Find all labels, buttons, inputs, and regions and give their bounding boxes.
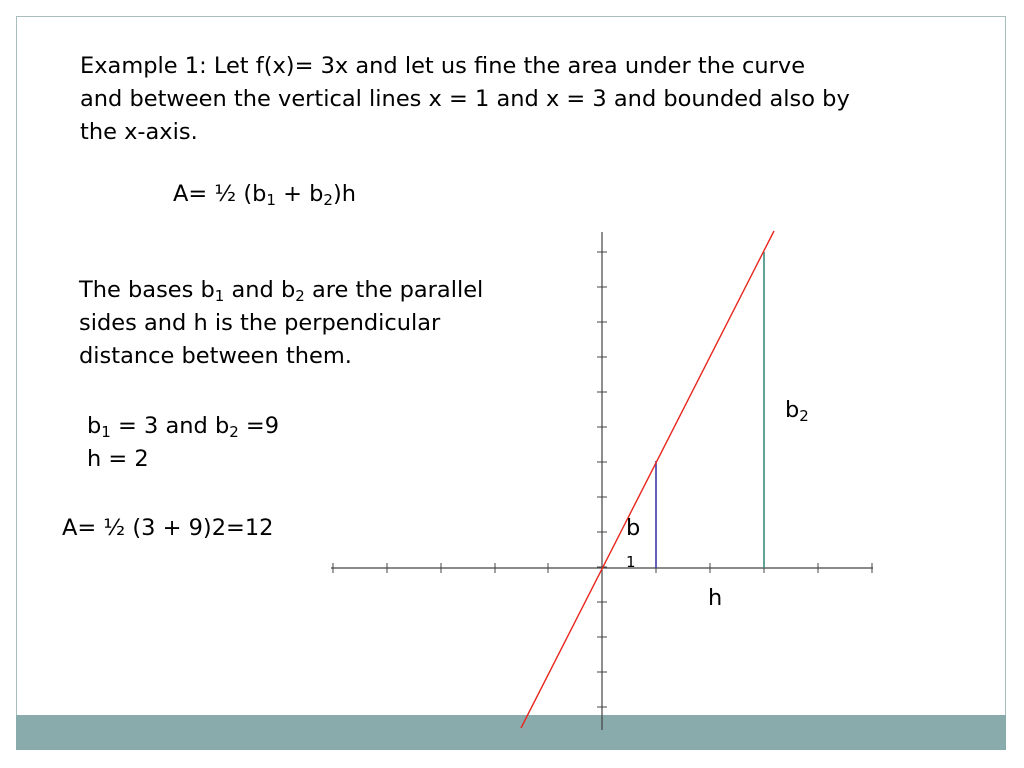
values-b-letter: b bbox=[87, 413, 102, 439]
values-line-h: h = 2 bbox=[87, 446, 149, 472]
bases-sub-1: 1 bbox=[214, 287, 225, 305]
example-line-1: Example 1: Let f(x)= 3x and let us fine the area under the curve bbox=[80, 53, 806, 79]
formula-sub-2: 2 bbox=[323, 191, 333, 209]
formula-middle: + b bbox=[275, 181, 324, 207]
values-b1-text: = 3 and b bbox=[110, 413, 230, 439]
formula-suffix: )h bbox=[332, 181, 357, 207]
bases-text-a: The bases b bbox=[79, 277, 215, 303]
bases-line-3: distance between them. bbox=[79, 343, 352, 369]
b2-label-subscript: 2 bbox=[799, 407, 809, 425]
formula-sub-1: 1 bbox=[266, 191, 276, 209]
computed-area: A= ½ (3 + 9)2=12 bbox=[62, 515, 274, 541]
h-label: h bbox=[708, 585, 723, 611]
values-sub-1: 1 bbox=[101, 423, 111, 441]
bases-text-c: are the parallel bbox=[304, 277, 484, 303]
bases-text-b: and b bbox=[224, 277, 296, 303]
example-line-3: the x-axis. bbox=[80, 119, 198, 145]
bases-line-2: sides and h is the perpendicular bbox=[79, 310, 441, 336]
function-line bbox=[521, 231, 774, 728]
b2-label bbox=[785, 394, 809, 427]
b2-label-letter: b bbox=[785, 397, 800, 423]
b1-label: b bbox=[626, 515, 641, 541]
b1-label-subscript: 1 bbox=[626, 553, 636, 571]
bases-sub-2: 2 bbox=[295, 287, 305, 305]
formula-prefix: A= ½ (b bbox=[173, 181, 267, 207]
values-sub-2: 2 bbox=[229, 423, 239, 441]
values-b2-text: =9 bbox=[238, 413, 280, 439]
example-line-2: and between the vertical lines x = 1 and x = 3 and bounded also by bbox=[80, 86, 850, 112]
